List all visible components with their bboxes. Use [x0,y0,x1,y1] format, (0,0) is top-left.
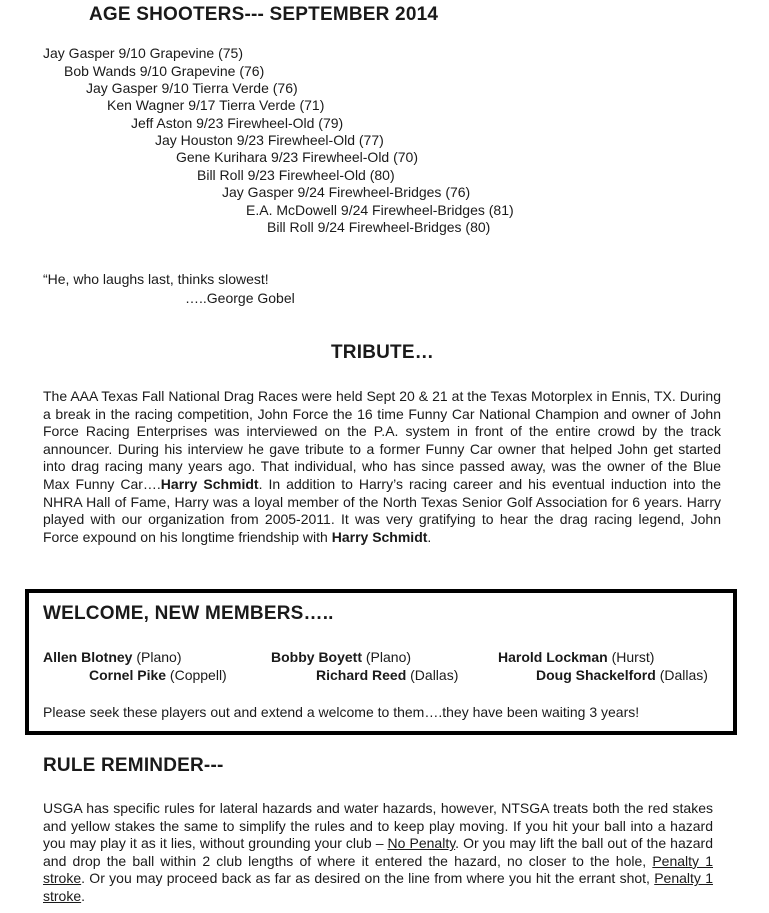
member-city: (Dallas) [410,667,459,683]
age-shooter-entry: Jay Gasper 9/24 Firewheel-Bridges (76) [222,184,471,200]
age-shooter-entry: Bob Wands 9/10 Grapevine (76) [64,63,265,79]
member-entry [89,667,227,683]
rule-penalty-underlined: Penalty 1 stroke [43,870,713,904]
age-shooter-entry: Bill Roll 9/23 Firewheel-Old (80) [197,167,395,183]
rule-text-part4: . [81,887,86,904]
age-shooter-entry: Bill Roll 9/24 Firewheel-Bridges (80) [267,219,491,235]
age-shooter-entry: Jay Gasper 9/10 Tierra Verde (76) [86,80,298,96]
member-name: Doug Shackelford [536,667,656,683]
tribute-text-part2: . In addition to Harry’s racing career and his eventual induction into the NHRA Hall of Fame, Harry was a loyal member of the North Texas Senior Golf Association for 6 years. Harry played with our organization from 2005-2011. It was very gratifying to hear the drag racing legend, John Force expound on his longtime friendship with [43,475,721,545]
rule-title: RULE REMINDER--- [43,755,224,776]
rule-text-part3: . Or you may proceed back as far as desired on the line from where you hit the errant shot, [81,870,655,887]
welcome-note: Please seek these players out and extend a welcome to them….they have been waiting 3 years! [43,704,640,720]
age-shooters-title: AGE SHOOTERS--- SEPTEMBER 2014 [89,4,439,25]
member-name: Allen Blotney [43,649,133,665]
rule-penalty-underlined: No Penalty [387,835,456,852]
age-shooter-entry: Ken Wagner 9/17 Tierra Verde (71) [107,97,325,113]
rule-penalty-underlined: Penalty 1 stroke [43,852,713,887]
age-shooter-entry: Jay Houston 9/23 Firewheel-Old (77) [155,132,384,148]
member-entry [43,649,182,665]
quote-text: “He, who laughs last, thinks slowest! [43,271,269,287]
tribute-name-bold: Harry Schmidt [160,475,259,492]
member-entry [316,667,458,683]
member-entry [271,649,411,665]
member-city: (Plano) [136,649,182,665]
member-city: (Hurst) [611,649,655,665]
rule-text-part2: . Or you may lift the ball out of the hazard and drop the ball within 2 club lengths of where it entered the hazard, no closer to the hole, [43,835,713,869]
tribute-paragraph [43,388,721,546]
member-name: Bobby Boyett [271,649,362,665]
rule-text-part1: USGA has specific rules for lateral hazards and water hazards, however, NTSGA treats both the red stakes and yellow stakes the same to simplify the rules and to keep play moving. If you hit your ball into a hazard you may play it as it lies, without grounding your club – [43,800,713,852]
member-entry [498,649,654,665]
rule-paragraph [43,800,713,906]
member-city: (Coppell) [169,667,227,683]
tribute-text-part1: The AAA Texas Fall National Drag Races were held Sept 20 & 21 at the Texas Motorplex in Ennis, TX. During a break in the racing competition, John Force the 16 time Funny Car National Champion and owner of John Force Racing Enterprises was interviewed on the P.A. system in front of the entire crowd by the track announcer. During his interview he gave tribute to a former Funny Car owner that helped John get started into drag racing many years ago. That individual, who has since passed away, was the owner of the Blue Max Funny Car…. [43,388,721,492]
age-shooter-entry: Gene Kurihara 9/23 Firewheel-Old (70) [176,149,419,165]
age-shooter-entry: Jeff Aston 9/23 Firewheel-Old (79) [131,115,344,131]
member-city: (Dallas) [659,667,708,683]
member-name: Harold Lockman [498,649,608,665]
welcome-title: WELCOME, NEW MEMBERS….. [43,603,334,624]
member-entry [536,667,708,683]
member-city: (Plano) [365,649,412,665]
age-shooter-entry: Jay Gasper 9/10 Grapevine (75) [43,45,243,61]
member-name: Cornel Pike [89,667,167,683]
member-name: Richard Reed [316,667,407,683]
quote-author: …..George Gobel [185,290,295,306]
tribute-text-part3: . [427,528,432,545]
tribute-name-bold: Harry Schmidt [331,528,428,545]
tribute-title: TRIBUTE… [331,342,434,363]
age-shooter-entry: E.A. McDowell 9/24 Firewheel-Bridges (81) [246,202,514,218]
